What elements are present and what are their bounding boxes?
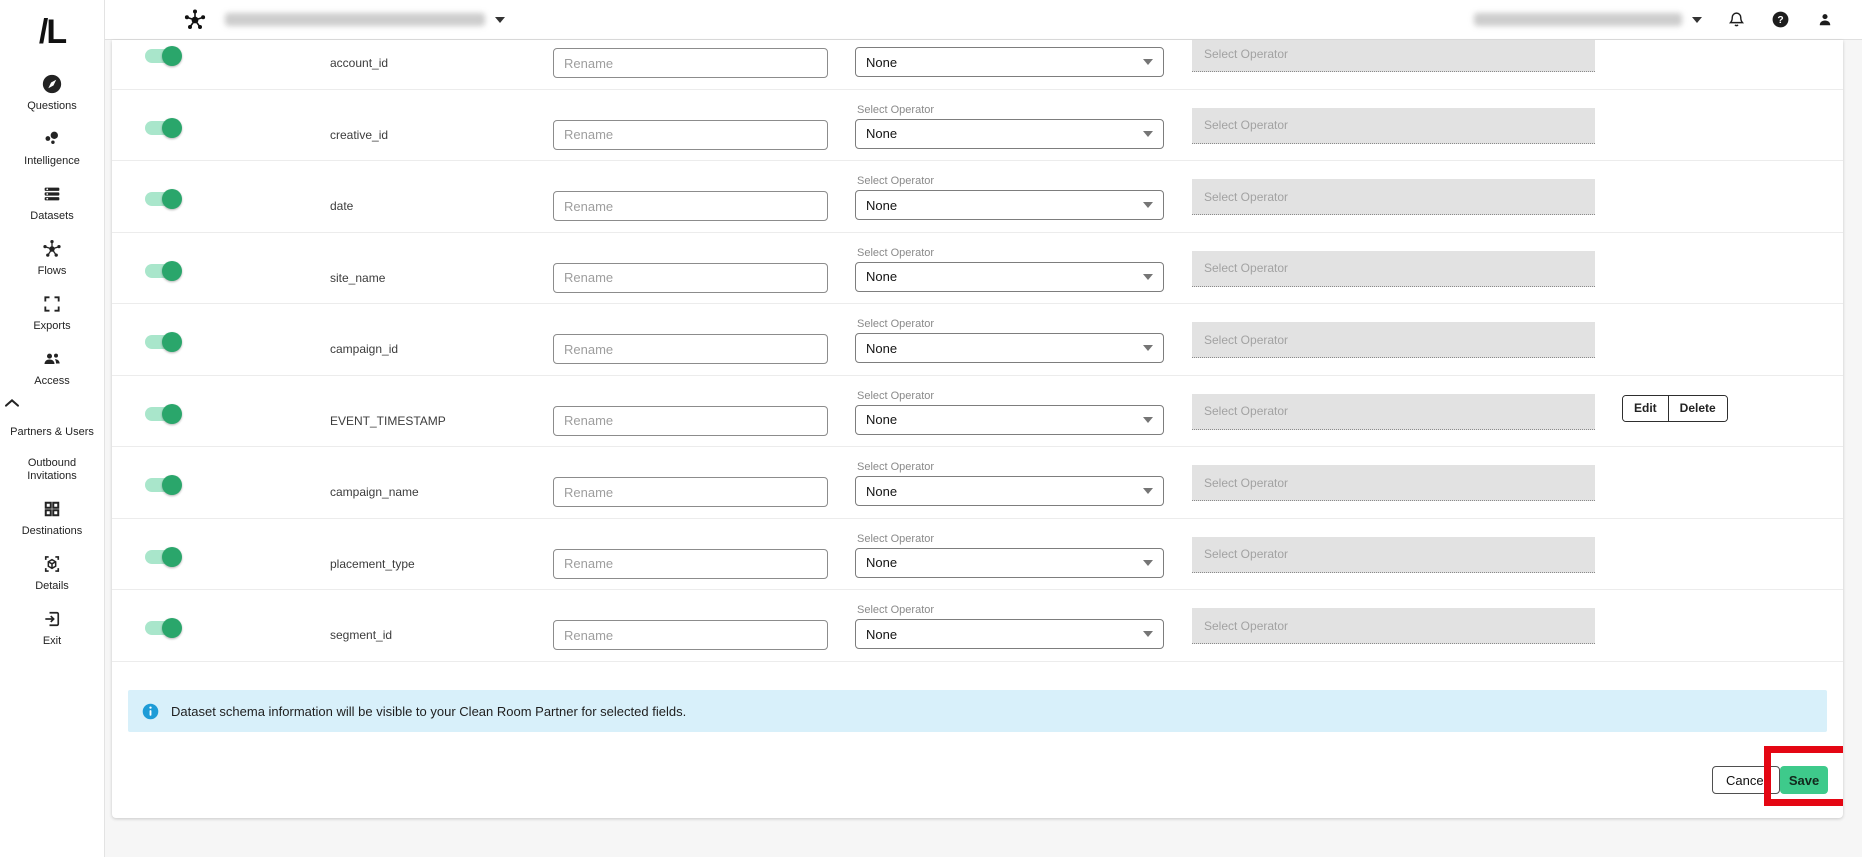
exit-icon	[42, 607, 62, 631]
sidebar-item-label: Access	[34, 375, 70, 387]
field-enabled-toggle[interactable]	[145, 478, 179, 492]
operator-select-group	[855, 247, 1164, 292]
help-icon[interactable]	[1771, 10, 1790, 29]
field-row	[112, 376, 1843, 448]
field-row	[112, 519, 1843, 591]
operator-select-group	[855, 40, 1164, 77]
field-row	[112, 40, 1843, 90]
operator-select-value: None	[866, 483, 898, 499]
operator-select-value: None	[866, 555, 898, 570]
flow-title-redacted	[225, 13, 485, 26]
operator-select-value: None	[866, 626, 898, 642]
sidebar	[0, 0, 105, 857]
chevron-down-icon	[1143, 274, 1153, 280]
operator-disabled-placeholder: Select Operator	[1204, 618, 1289, 633]
svg-text:?: ?	[1777, 14, 1784, 26]
operator-select-label: Select Operator	[857, 246, 935, 259]
field-row	[112, 590, 1843, 662]
compass-icon	[41, 72, 63, 96]
field-name: campaign_id	[330, 342, 399, 356]
rename-input[interactable]	[553, 406, 828, 436]
operator-select-label: Select Operator	[857, 532, 935, 545]
operator-select[interactable]	[855, 476, 1164, 506]
sidebar-item-label: Questions	[27, 100, 77, 112]
operator-select[interactable]	[855, 548, 1164, 578]
toggle-thumb	[162, 618, 182, 638]
operator-select[interactable]	[855, 262, 1164, 292]
operator-select-label: Select Operator	[857, 318, 935, 330]
operator-select[interactable]	[855, 333, 1164, 363]
operator-select-group	[855, 533, 1164, 578]
operator-select-group	[855, 104, 1164, 149]
field-row	[112, 233, 1843, 305]
operator-disabled-input	[1192, 608, 1595, 644]
operator-disabled-input	[1192, 108, 1595, 144]
rename-input[interactable]	[553, 263, 828, 293]
operator-select-label: Select Operator	[857, 175, 935, 187]
destinations-grid-icon	[42, 497, 62, 521]
operator-select-value: None	[866, 412, 898, 427]
exports-frame-icon	[42, 292, 62, 316]
field-name: creative_id	[330, 127, 389, 142]
toggle-thumb	[162, 46, 182, 66]
operator-disabled-placeholder: Select Operator	[1204, 547, 1289, 561]
operator-select[interactable]	[855, 405, 1164, 435]
field-name: site_name	[330, 270, 386, 285]
operator-disabled-input	[1192, 251, 1595, 287]
liveramp-logo: /L	[38, 13, 66, 51]
rename-input[interactable]	[553, 191, 828, 221]
edit-button[interactable]: Edit	[1623, 396, 1668, 421]
operator-disabled-placeholder: Select Operator	[1204, 404, 1289, 418]
flows-hub-icon	[41, 237, 63, 261]
field-row	[112, 447, 1843, 519]
chevron-down-icon	[1143, 417, 1153, 423]
toggle-thumb	[162, 261, 182, 281]
rename-input[interactable]	[553, 48, 828, 78]
operator-select-value: None	[866, 269, 898, 284]
sidebar-item-exit[interactable]	[4, 607, 100, 648]
rename-input[interactable]	[553, 620, 828, 650]
toggle-thumb	[162, 118, 182, 138]
delete-button[interactable]: Delete	[1668, 396, 1727, 421]
field-rows	[112, 40, 1843, 662]
sidebar-item-label: Datasets	[30, 210, 74, 222]
sidebar-item-label: Intelligence	[24, 155, 80, 167]
rename-input[interactable]	[553, 120, 828, 150]
operator-select-value: None	[866, 54, 898, 70]
field-enabled-toggle[interactable]	[145, 621, 179, 635]
chevron-down-icon	[1143, 488, 1153, 494]
field-row	[112, 304, 1843, 376]
flow-context	[183, 8, 505, 32]
chevron-up-icon[interactable]	[4, 398, 100, 408]
sidebar-item-details[interactable]	[4, 552, 100, 593]
operator-select-group	[855, 604, 1164, 649]
field-enabled-toggle[interactable]	[145, 550, 179, 564]
chevron-down-icon	[1143, 59, 1153, 65]
info-banner-text: Dataset schema information will be visible to your Clean Room Partner for selected fields.	[171, 703, 687, 719]
operator-select-label: Select Operator	[857, 604, 935, 616]
sidebar-item-datasets[interactable]	[4, 182, 100, 223]
operator-disabled-placeholder: Select Operator	[1204, 475, 1289, 490]
field-name: date	[330, 199, 354, 213]
field-name: segment_id	[330, 628, 393, 642]
sidebar-item-label: Exports	[33, 320, 71, 332]
operator-select[interactable]	[855, 190, 1164, 220]
operator-disabled-input	[1192, 394, 1595, 430]
chevron-down-icon	[1143, 131, 1153, 137]
operator-disabled-placeholder: Select Operator	[1204, 332, 1289, 347]
sidebar-item-label: Details	[35, 580, 69, 592]
operator-select-value: None	[866, 197, 898, 213]
operator-disabled-input	[1192, 179, 1595, 215]
header-right	[1474, 10, 1834, 29]
intelligence-dots-icon	[41, 127, 63, 151]
cancel-button[interactable]: Cancel	[1712, 766, 1780, 794]
field-enabled-toggle[interactable]	[145, 407, 179, 421]
operator-disabled-input	[1192, 322, 1595, 358]
dataset-fields-card	[112, 40, 1843, 818]
toggle-thumb	[162, 189, 182, 209]
notifications-bell-icon[interactable]	[1728, 10, 1745, 29]
field-enabled-toggle[interactable]	[145, 192, 179, 206]
sidebar-item-label: Destinations	[21, 525, 83, 537]
sidebar-item-outbound-invitations[interactable]	[4, 457, 100, 483]
sidebar-item-access[interactable]	[4, 347, 100, 388]
field-enabled-toggle[interactable]	[145, 264, 179, 278]
operator-disabled-placeholder: Select Operator	[1204, 46, 1289, 61]
chevron-down-icon	[1143, 560, 1153, 566]
chevron-down-icon	[1143, 345, 1153, 351]
top-header	[105, 0, 1862, 40]
sidebar-nav	[4, 58, 100, 648]
operator-select-group	[855, 461, 1164, 506]
datasets-list-icon	[41, 182, 63, 206]
sidebar-item-label: Flows	[37, 265, 67, 277]
operator-select[interactable]	[855, 619, 1164, 649]
account-context-redacted	[1474, 13, 1682, 26]
field-name: EVENT_TIMESTAMP	[330, 413, 446, 428]
operator-disabled-input	[1192, 40, 1595, 72]
operator-disabled-placeholder: Select Operator	[1204, 189, 1289, 204]
chevron-down-icon	[1143, 202, 1153, 208]
save-button[interactable]: Save	[1780, 766, 1828, 794]
field-row	[112, 161, 1843, 233]
toggle-thumb	[162, 332, 182, 352]
sidebar-item-flows[interactable]	[4, 237, 100, 278]
sidebar-item-label: Outbound Invitations	[27, 457, 77, 482]
operator-disabled-input	[1192, 537, 1595, 573]
rename-input[interactable]	[553, 334, 828, 364]
info-icon	[142, 703, 159, 720]
rename-input[interactable]	[553, 549, 828, 579]
toggle-thumb	[162, 547, 182, 567]
sidebar-item-destinations[interactable]	[4, 497, 100, 538]
account-person-icon[interactable]	[1816, 11, 1834, 29]
hub-icon	[183, 8, 207, 32]
operator-disabled-placeholder: Select Operator	[1204, 118, 1289, 132]
operator-select[interactable]	[855, 47, 1164, 77]
toggle-thumb	[162, 404, 182, 424]
flow-title-caret-icon[interactable]	[495, 17, 505, 23]
sidebar-item-partners-users[interactable]	[4, 426, 100, 439]
sidebar-item-questions[interactable]	[4, 72, 100, 113]
info-banner	[128, 690, 1827, 732]
operator-select-value: None	[866, 340, 898, 356]
sidebar-item-label: Exit	[42, 635, 62, 647]
operator-select-group	[855, 175, 1164, 220]
operator-disabled-input	[1192, 465, 1595, 501]
toggle-thumb	[162, 475, 182, 495]
row-actions	[1622, 395, 1728, 422]
operator-select-label: Select Operator	[857, 461, 935, 473]
details-cube-icon	[42, 552, 62, 576]
field-name: placement_type	[330, 556, 415, 571]
sidebar-item-exports[interactable]	[4, 292, 100, 333]
operator-select-group	[855, 390, 1164, 435]
operator-select-value: None	[866, 126, 898, 141]
field-name: account_id	[330, 56, 389, 70]
field-enabled-toggle[interactable]	[145, 121, 179, 135]
field-enabled-toggle[interactable]	[145, 49, 179, 63]
operator-select[interactable]	[855, 119, 1164, 149]
access-people-icon	[40, 347, 64, 371]
account-caret-icon[interactable]	[1692, 17, 1702, 23]
operator-select-label: Select Operator	[857, 103, 935, 116]
rename-input[interactable]	[553, 477, 828, 507]
field-row	[112, 90, 1843, 162]
operator-select-label: Select Operator	[857, 389, 935, 402]
main-area	[105, 40, 1862, 857]
field-name: campaign_name	[330, 485, 419, 499]
sidebar-item-label: Partners & Users	[10, 426, 94, 438]
sidebar-item-intelligence[interactable]	[4, 127, 100, 168]
operator-disabled-placeholder: Select Operator	[1204, 261, 1289, 275]
operator-select-group	[855, 318, 1164, 363]
field-enabled-toggle[interactable]	[145, 335, 179, 349]
chevron-down-icon	[1143, 631, 1153, 637]
